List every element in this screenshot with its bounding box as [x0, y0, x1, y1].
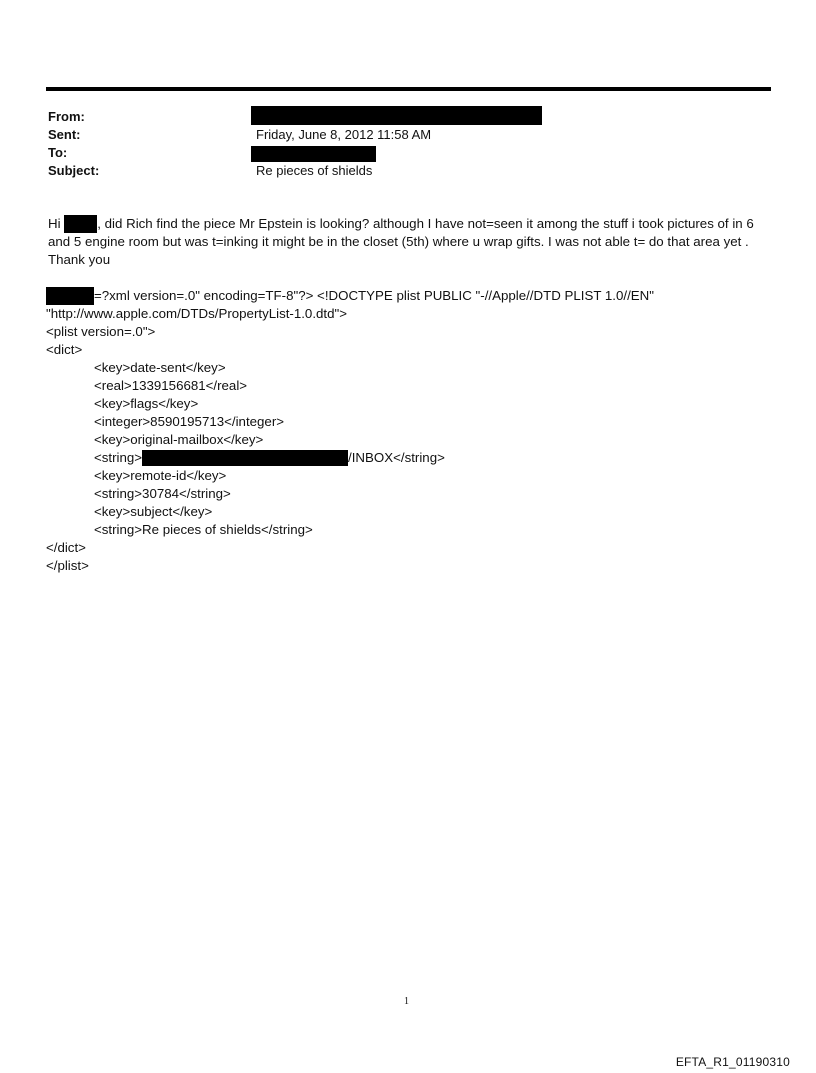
- page-number: 1: [404, 996, 409, 1007]
- plist-line: <plist version=.0">: [46, 324, 156, 339]
- plist-line: <integer>8590195713</integer>: [94, 414, 285, 429]
- message-text: , did Rich find the piece Mr Epstein is looking? although I have not=seen it among the stuff i took pictures of in 6: [97, 216, 754, 231]
- plist-line: <key>flags</key>: [94, 396, 199, 411]
- sent-label: Sent:: [48, 127, 81, 142]
- header-divider: [46, 87, 771, 91]
- to-row: [48, 144, 768, 162]
- message-line: Thank you: [48, 252, 111, 267]
- plist-redaction: [46, 287, 94, 305]
- sent-value: Friday, June 8, 2012 11:58 AM: [256, 127, 432, 142]
- from-value: [251, 106, 542, 125]
- document-id: EFTA_R1_01190310: [675, 1055, 790, 1069]
- from-row: [48, 108, 768, 126]
- plist-text: =?xml version=.0" encoding=TF-8"?> <!DOCTYPE plist PUBLIC "-//Apple//DTD PLIST 1.0//EN": [94, 288, 654, 303]
- greeting-text: Hi: [48, 216, 65, 231]
- plist-line: <key>subject</key>: [94, 504, 213, 519]
- mailbox-redaction: [142, 450, 348, 466]
- plist-text: <string>: [94, 450, 143, 465]
- plist-text: /INBOX</string>: [348, 450, 445, 465]
- plist-line: </plist>: [46, 558, 89, 573]
- plist-block: [46, 287, 771, 575]
- plist-line: <string>30784</string>: [94, 486, 231, 501]
- message-body: [48, 215, 773, 269]
- plist-line: <real>1339156681</real>: [94, 378, 248, 393]
- sent-row: [48, 126, 768, 144]
- plist-line: "http://www.apple.com/DTDs/PropertyList-1.0.dtd">: [46, 306, 347, 321]
- plist-line: <key>remote-id</key>: [94, 468, 227, 483]
- plist-line: <key>date-sent</key>: [94, 360, 226, 375]
- plist-line: [46, 287, 771, 305]
- subject-row: [48, 162, 768, 180]
- message-line: and 5 engine room but was t=inking it might be in the closet (5th) where u wrap gifts. I was not able t= do that area yet .: [48, 234, 749, 249]
- name-redaction: [64, 215, 97, 233]
- subject-label: Subject:: [48, 163, 100, 178]
- message-line: [48, 215, 773, 233]
- plist-line: <key>original-mailbox</key>: [94, 432, 264, 447]
- from-redaction: [251, 106, 542, 125]
- plist-line: [46, 449, 771, 467]
- to-redaction: [251, 146, 376, 162]
- plist-line: <string>Re pieces of shields</string>: [94, 522, 313, 537]
- plist-line: <dict>: [46, 342, 83, 357]
- subject-value: Re pieces of shields: [256, 163, 373, 178]
- plist-line: </dict>: [46, 540, 86, 555]
- from-label: From:: [48, 109, 85, 124]
- to-label: To:: [48, 145, 68, 160]
